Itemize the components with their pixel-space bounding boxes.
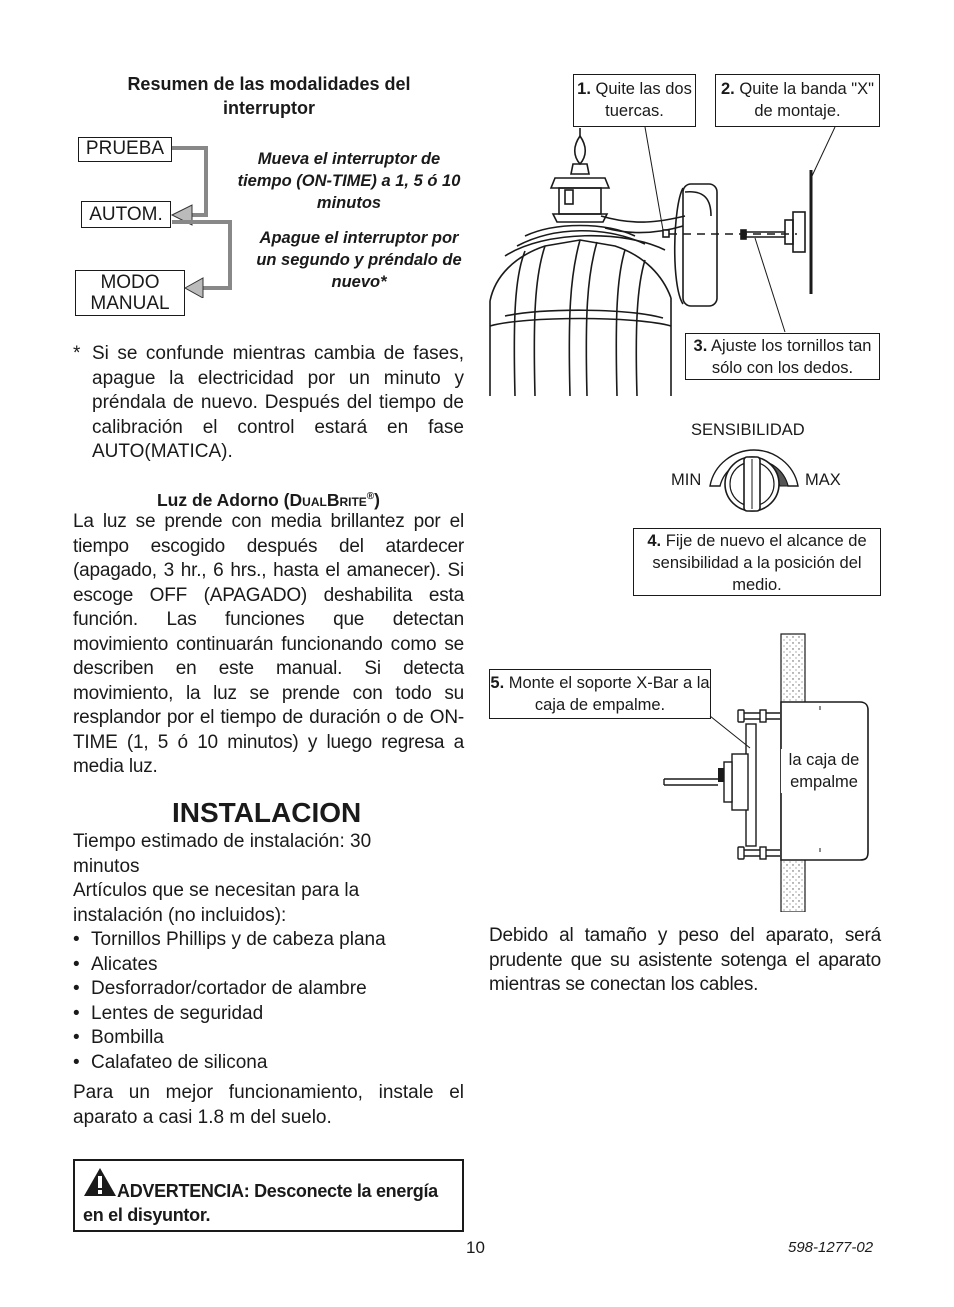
install-time: Tiempo estimado de instalación: 30 minutos — [73, 831, 372, 877]
footnote-text: Si se confunde mientras cambia de fases, apague la electricidad por un minuto y préndala de nuevo. Después del tiempo de calibración el control estará en fase AUTO(MATICA). — [92, 343, 464, 462]
step5-num: 5. — [490, 674, 505, 692]
step1-text: Quite las dos tuercas. — [595, 80, 692, 120]
step4-num: 4. — [647, 532, 662, 550]
page-number: 10 — [466, 1238, 485, 1257]
sensitivity-label: SENSIBILIDAD — [691, 421, 805, 439]
sensitivity-max-label: MAX — [805, 471, 841, 489]
dualbrite-heading — [73, 485, 464, 512]
install-item: • Lentes de seguridad — [73, 1002, 264, 1024]
install-needed: Artículos que se necesitan para la instalación (no incluidos): — [73, 880, 360, 926]
step3-text: Ajuste los tornillos tan sólo con los dedos. — [710, 337, 872, 377]
assistant-note: Debido al tamaño y peso del aparato, será prudente que su asistente sotenga el aparato mientras se conectan los cables. — [489, 925, 881, 995]
step2-callout — [715, 74, 880, 127]
step1-callout — [573, 74, 696, 127]
mode-flow-arrows — [170, 138, 240, 298]
sensitivity-min-label: MIN — [671, 471, 702, 489]
step4-text: Fije de nuevo el alcance de sensibilidad a la posición del medio. — [652, 532, 867, 594]
modes-title: Resumen de las modalidades del interruptor — [127, 74, 411, 118]
mode-manual-line1: MODO — [100, 272, 160, 293]
mode-autom-box — [81, 201, 171, 228]
dualbrite-brand: DualBrite — [289, 489, 367, 510]
mode-prueba-label: PRUEBA — [85, 138, 165, 159]
mode-prueba-box — [78, 137, 172, 162]
step2-num: 2. — [721, 80, 735, 98]
step3-num: 3. — [693, 337, 708, 355]
install-item: • Desforrador/cortador de alambre — [73, 978, 367, 999]
install-item: • Tornillos Phillips y de cabeza plana — [73, 929, 386, 950]
step5-text: Monte el soporte X-Bar a la caja de empalme. — [508, 674, 710, 714]
install-item: • Alicates — [73, 953, 158, 975]
sensitivity-dial — [704, 444, 804, 516]
mode-autom-label: AUTOM. — [89, 204, 163, 225]
install-item: • Calafateo de silicona — [73, 1051, 268, 1073]
mode-instruction-2: Apague el interruptor por un segundo y préndalo de nuevo* — [256, 229, 462, 291]
mode-manual-box — [75, 270, 185, 316]
install-best-height: Para un mejor funcionamiento, instale el aparato a casi 1.8 m del suelo. — [73, 1082, 464, 1128]
junction-box-label: la caja de empalme — [781, 749, 867, 793]
step1-num: 1. — [577, 80, 591, 98]
document-code: 598-1277-02 — [788, 1239, 874, 1256]
dualbrite-heading-prefix: Luz de Adorno ( — [156, 489, 290, 510]
footnote-star: * — [73, 343, 81, 364]
step2-text: Quite la banda "X" de montaje. — [739, 80, 874, 120]
install-title: INSTALACION — [172, 797, 362, 828]
step3-callout — [685, 333, 880, 380]
dualbrite-reg: ® — [366, 491, 375, 502]
mode-manual-line2: MANUAL — [90, 293, 170, 314]
mode-instruction-1: Mueva el interruptor de tiempo (ON-TIME) a 1, 5 ó 10 minutos — [237, 150, 461, 212]
warning-box — [73, 1159, 464, 1232]
install-item: • Bombilla — [73, 1027, 164, 1048]
step4-callout — [633, 528, 881, 596]
install-items-list — [73, 928, 463, 1075]
dualbrite-body: La luz se prende con media brillantez por el tiempo escogido después del atardecer (apagado, 3 hr., 6 hrs., hasta el amanecer). Si escoge OFF (APAGADO) deshabilita esta función. Las funciones que detectan movimiento continuarán funcionando como se describen en este manual. Si detecta movimiento, la luz se prende con todo su resplandor por el tiempo de duración o de ON-TIME (1, 5 ó 10 minutos) y luego regresa a media luz. — [73, 511, 464, 777]
warning-text: ADVERTENCIA: Desconecte la energía en el disyuntor. — [83, 1181, 438, 1225]
dualbrite-heading-suffix: ) — [374, 489, 380, 510]
